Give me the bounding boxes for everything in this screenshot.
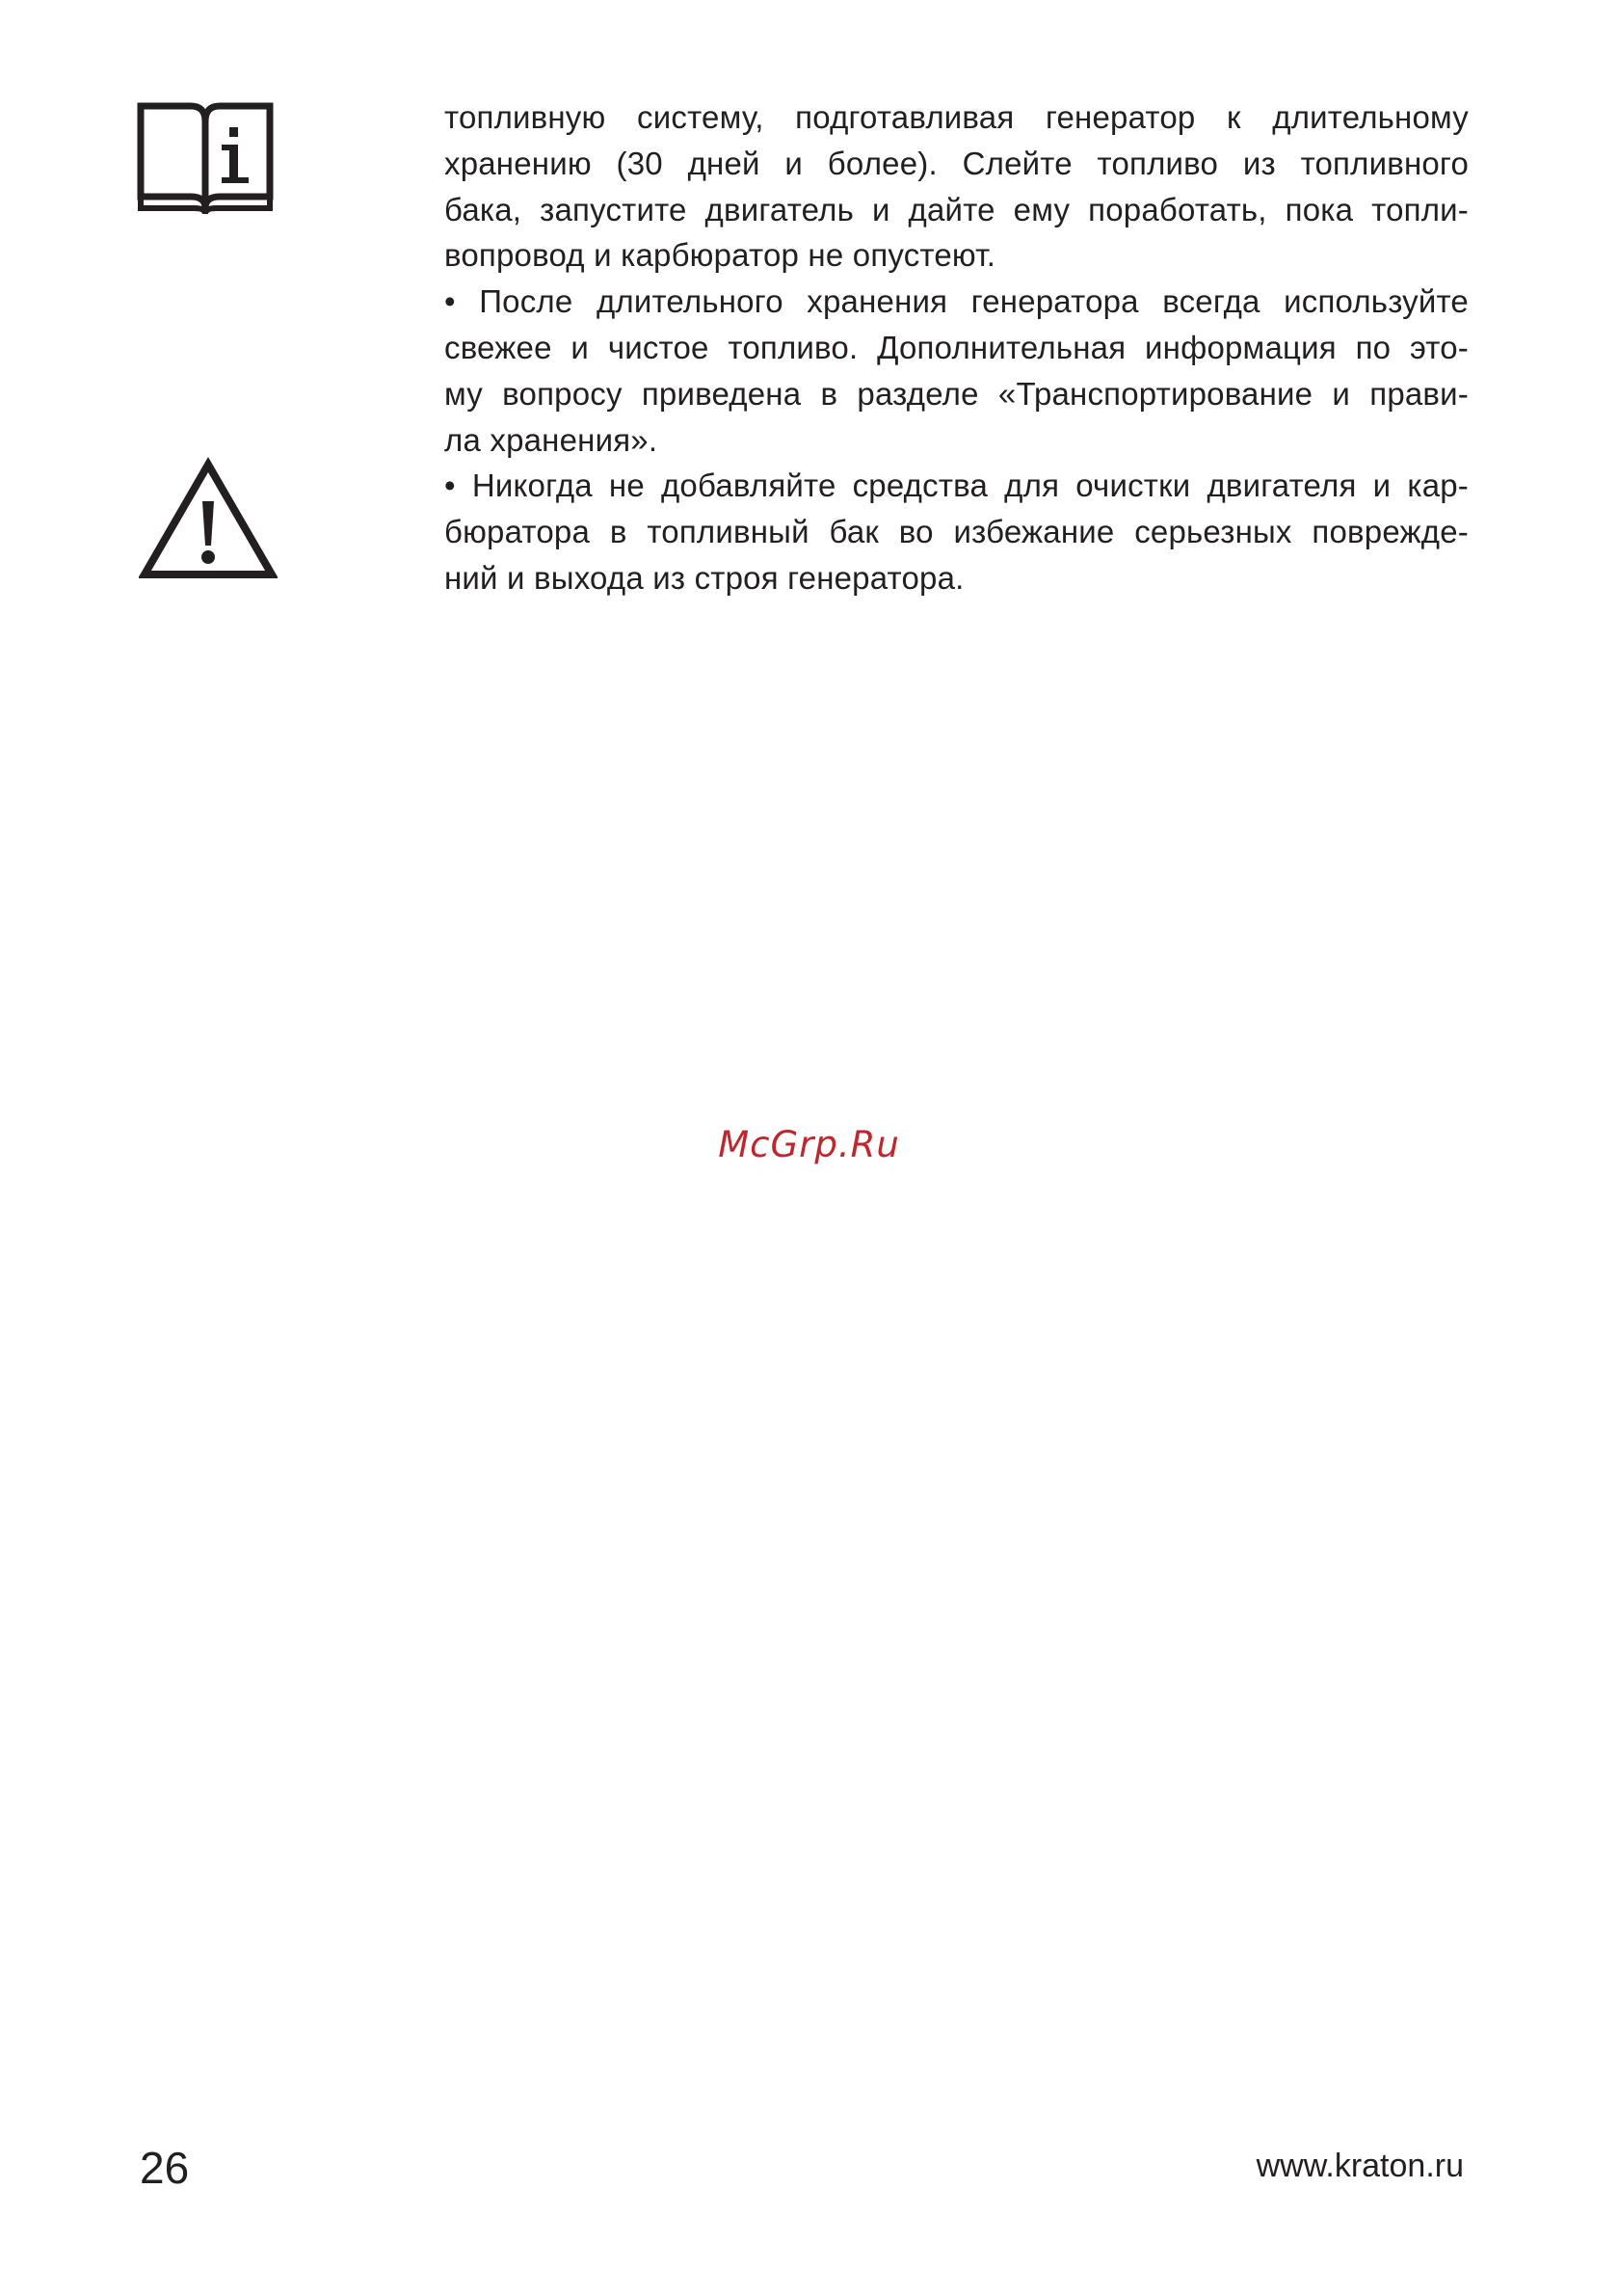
text-line: бака, запустите двигатель и дайте ему поработать, пока топли- <box>444 191 1469 227</box>
text-line: му вопросу приведена в разделе «Транспортирование и прави- <box>444 375 1469 412</box>
page-number: 26 <box>140 2143 190 2193</box>
website-link[interactable]: www.kraton.ru <box>1256 2148 1464 2184</box>
text-line: свежее и чистое топливо. Дополнительная информация по это- <box>444 329 1469 365</box>
text-line: • Никогда не добавляйте средства для очистки двигателя и кар- <box>444 467 1469 504</box>
text-line: вопровод и карбюратор не опустеют. <box>444 237 996 274</box>
text-line: топливную систему, подготавливая генератор к длительному <box>444 99 1469 135</box>
watermark: McGrp.Ru <box>718 1124 900 1165</box>
text-line: бюратора в топливный бак во избежание серьезных поврежде- <box>444 514 1469 550</box>
text-line: ний и выхода из строя генератора. <box>444 559 965 596</box>
warning-triangle-icon <box>139 457 278 582</box>
text-line: хранению (30 дней и более). Слейте топливо из топливного <box>444 145 1469 181</box>
body-text <box>444 94 1469 601</box>
book-info-icon <box>137 100 274 216</box>
text-line: ла хранения». <box>444 421 658 458</box>
text-line: • После длительного хранения генератора всегда используйте <box>444 283 1469 320</box>
